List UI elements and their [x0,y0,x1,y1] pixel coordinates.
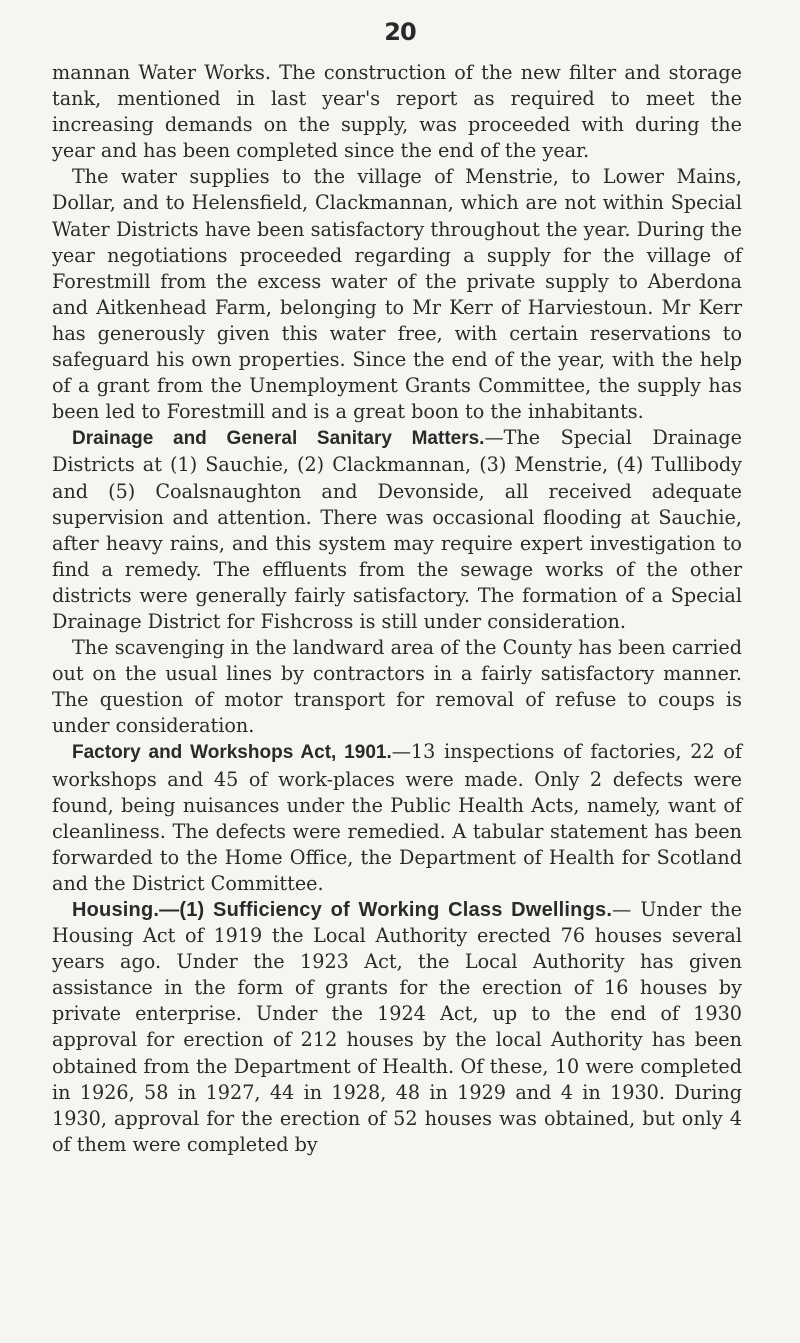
section-heading-factory: Factory and Workshops Act, 1901. [72,742,392,764]
paragraph-scavenging [52,635,742,739]
section-heading-drainage: Drainage and General Sanitary Matters. [72,428,485,450]
paragraph-factory [52,739,742,897]
paragraph-drainage [52,425,742,635]
paragraph-water-supplies [52,164,742,425]
paragraph-text: The scavenging in the landward area of the County has been carried out on the usual lines by contractors in a fairly satisfactory manner. The question of motor transport for removal of refuse to coups is under consideration. [52,636,742,738]
page-number: 20 [384,18,416,46]
document-body [52,60,742,1158]
paragraph-water-works [52,60,742,164]
paragraph-text: The water supplies to the village of Menstrie, to Lower Mains, Dollar, and to Helensfield, Clackmannan, which are not within Special Water Districts have been satisfactory throughout the year. During the year negotiations proceeded regarding a supply for the village of Forestmill from the excess water of the private supply to Aberdona and Aitkenhead Farm, belonging to Mr Kerr of Harviestoun. Mr Kerr has generously given this water free, with certain reservations to safeguard his own properties. Since the end of the year, with the help of a grant from the Unemployment Grants Committee, the supply has been led to Forestmill and is a great boon to the inhabitants. [52,165,742,424]
paragraph-text: —13 inspections of factories, 22 of workshops and 45 of work-places were made. Only 2 defects were found, being nuisances under the Public Health Acts, namely, want of cleanliness. The defects were remedied. A tabular statement has been forwarded to the Home Office, the Department of Health for Scotland and the District Committee. [52,740,742,895]
paragraph-lead: mannan Water Works. [52,61,271,84]
paragraph-housing [52,897,742,1158]
section-heading-housing: Housing.—(1) Sufficiency of Working Class Dwellings. [72,899,613,921]
paragraph-text: The construction of the new filter and storage tank, mentioned in last year's report as required to meet the increasing demands on the supply, was proceeded with during the year and has been completed since the end of the year. [52,61,743,163]
paragraph-text: — Under the Housing Act of 1919 the Local Authority erected 76 houses several years ago. Under the 1923 Act, the Local Authority has given assistance in the form of grants for the erection of 16 houses by private enterprise. Under the 1924 Act, up to the end of 1930 approval for erection of 212 houses by the local Authority has been obtained from the Department of Health. Of these, 10 were completed in 1926, 58 in 1927, 44 in 1928, 48 in 1929 and 4 in 1930. During 1930, approval for the erection of 52 houses was obtained, but only 4 of them were completed by [52,898,742,1156]
paragraph-text: —The Special Drainage Districts at (1) Sauchie, (2) Clackmannan, (3) Menstrie, (4) Tullibody and (5) Coalsnaughton and Devonside, all received adequate supervision and attention. There was occasional flooding at Sauchie, after heavy rains, and this system may require expert investigation to find a remedy. The effluents from the sewage works of the other districts were generally fairly satisfactory. The formation of a Special Drainage District for Fishcross is still under consideration. [52,426,742,633]
